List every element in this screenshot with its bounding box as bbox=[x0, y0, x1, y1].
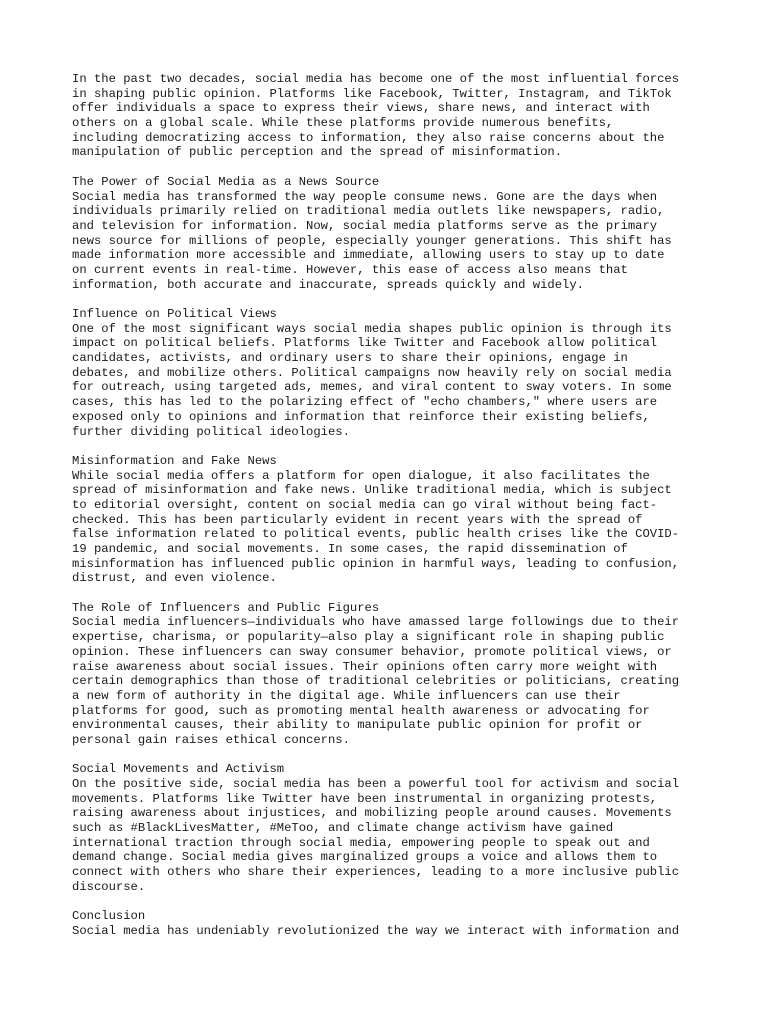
text-line: Social media has transformed the way people consume news. Gone are the days when bbox=[72, 189, 658, 204]
section-news-source bbox=[72, 175, 712, 293]
text-line: for outreach, using targeted ads, memes, and viral content to sway voters. In some bbox=[72, 380, 672, 395]
text-line: false information related to political events, public health crises like the COVID- bbox=[72, 527, 680, 542]
text-line: news source for millions of people, especially younger generations. This shift has bbox=[72, 233, 672, 248]
paragraph-gap bbox=[72, 439, 712, 454]
text-line: international traction through social media, empowering people to speak out and bbox=[72, 835, 650, 850]
text-line: impact on political beliefs. Platforms like Twitter and Facebook allow political bbox=[72, 336, 658, 351]
text-line: a new form of authority in the digital age. While influencers can use their bbox=[72, 688, 621, 703]
text-line: exposed only to opinions and information that reinforce their existing beliefs, bbox=[72, 409, 650, 424]
text-line: 19 pandemic, and social movements. In some cases, the rapid dissemination of bbox=[72, 542, 628, 556]
text-line: manipulation of public perception and the spread of misinformation. bbox=[72, 145, 563, 160]
paragraph-gap bbox=[72, 895, 712, 910]
text-line: on current events in real-time. However, this ease of access also means that bbox=[72, 262, 628, 277]
text-line: In the past two decades, social media has become one of the most influential forces bbox=[72, 72, 680, 86]
text-line: distrust, and even violence. bbox=[72, 571, 277, 586]
text-line: One of the most significant ways social media shapes public opinion is through its bbox=[72, 321, 672, 336]
text-line: individuals primarily relied on traditional media outlets like newspapers, radio, bbox=[72, 204, 665, 219]
text-line: On the positive side, social media has been a powerful tool for activism and social bbox=[72, 777, 680, 791]
text-line: made information more accessible and immediate, allowing users to stay up to date bbox=[72, 248, 665, 263]
text-line: connect with others who share their experiences, leading to a more inclusive public bbox=[72, 865, 680, 880]
text-line: raising awareness about injustices, and mobilizing people around causes. Movements bbox=[72, 806, 672, 821]
text-line: platforms for good, such as promoting mental health awareness or advocating for bbox=[72, 703, 650, 718]
section-conclusion bbox=[72, 909, 712, 938]
text-line: offer individuals a space to express their views, share news, and interact with bbox=[72, 101, 650, 116]
text-line: personal gain raises ethical concerns. bbox=[72, 732, 350, 747]
section-influencers bbox=[72, 601, 712, 748]
section-heading: Misinformation and Fake News bbox=[72, 453, 277, 468]
text-line: expertise, charisma, or popularity—also play a significant role in shaping public bbox=[72, 630, 665, 645]
text-line: in shaping public opinion. Platforms like Facebook, Twitter, Instagram, and TikTok bbox=[72, 86, 672, 101]
text-line: raise awareness about social issues. Their opinions often carry more weight with bbox=[72, 659, 658, 674]
text-line: further dividing political ideologies. bbox=[72, 424, 350, 439]
section-heading: Influence on Political Views bbox=[72, 307, 277, 321]
text-line: environmental causes, their ability to manipulate public opinion for profit or bbox=[72, 718, 643, 733]
text-line: movements. Platforms like Twitter have been instrumental in organizing protests, bbox=[72, 791, 658, 806]
section-social-movements bbox=[72, 762, 712, 894]
paragraph-gap bbox=[72, 292, 712, 307]
text-line: candidates, activists, and ordinary users to share their opinions, engage in bbox=[72, 351, 628, 366]
text-line: While social media offers a platform for open dialogue, it also facilitates the bbox=[72, 468, 650, 483]
text-line: checked. This has been particularly evident in recent years with the spread of bbox=[72, 512, 643, 527]
text-line: spread of misinformation and fake news. Unlike traditional media, which is subject bbox=[72, 483, 672, 498]
section-heading: The Role of Influencers and Public Figures bbox=[72, 600, 380, 615]
text-line: demand change. Social media gives marginalized groups a voice and allows them to bbox=[72, 850, 658, 865]
text-line: misinformation has influenced public opinion in harmful ways, leading to confusion, bbox=[72, 556, 680, 571]
paragraph-gap bbox=[72, 586, 712, 601]
section-political-views bbox=[72, 307, 712, 439]
text-line: Social media has undeniably revolutionized the way we interact with information and bbox=[72, 923, 680, 938]
text-line: such as #BlackLivesMatter, #MeToo, and climate change activism have gained bbox=[72, 821, 614, 836]
section-heading: The Power of Social Media as a News Source bbox=[72, 174, 380, 189]
text-line: certain demographics than those of traditional celebrities or politicians, creating bbox=[72, 674, 680, 689]
text-line: to editorial oversight, content on social media can go viral without being fact- bbox=[72, 497, 658, 512]
text-line: opinion. These influencers can sway consumer behavior, promote political views, or bbox=[72, 644, 672, 659]
text-line: discourse. bbox=[72, 879, 146, 894]
section-heading: Conclusion bbox=[72, 909, 146, 924]
intro-paragraph bbox=[72, 72, 712, 160]
text-line: information, both accurate and inaccurate, spreads quickly and widely. bbox=[72, 277, 584, 292]
section-heading: Social Movements and Activism bbox=[72, 762, 285, 777]
text-line: others on a global scale. While these platforms provide numerous benefits, bbox=[72, 116, 614, 131]
paragraph-gap bbox=[72, 160, 712, 175]
paragraph-gap bbox=[72, 748, 712, 763]
text-line: cases, this has led to the polarizing effect of "echo chambers," where users are bbox=[72, 395, 658, 410]
text-line: debates, and mobilize others. Political campaigns now heavily rely on social media bbox=[72, 365, 672, 380]
text-line: including democratizing access to information, they also raise concerns about the bbox=[72, 130, 665, 145]
document-page bbox=[72, 72, 712, 939]
text-line: and television for information. Now, social media platforms serve as the primary bbox=[72, 218, 658, 233]
section-misinformation bbox=[72, 454, 712, 586]
text-line: Social media influencers—individuals who have amassed large followings due to their bbox=[72, 615, 680, 630]
